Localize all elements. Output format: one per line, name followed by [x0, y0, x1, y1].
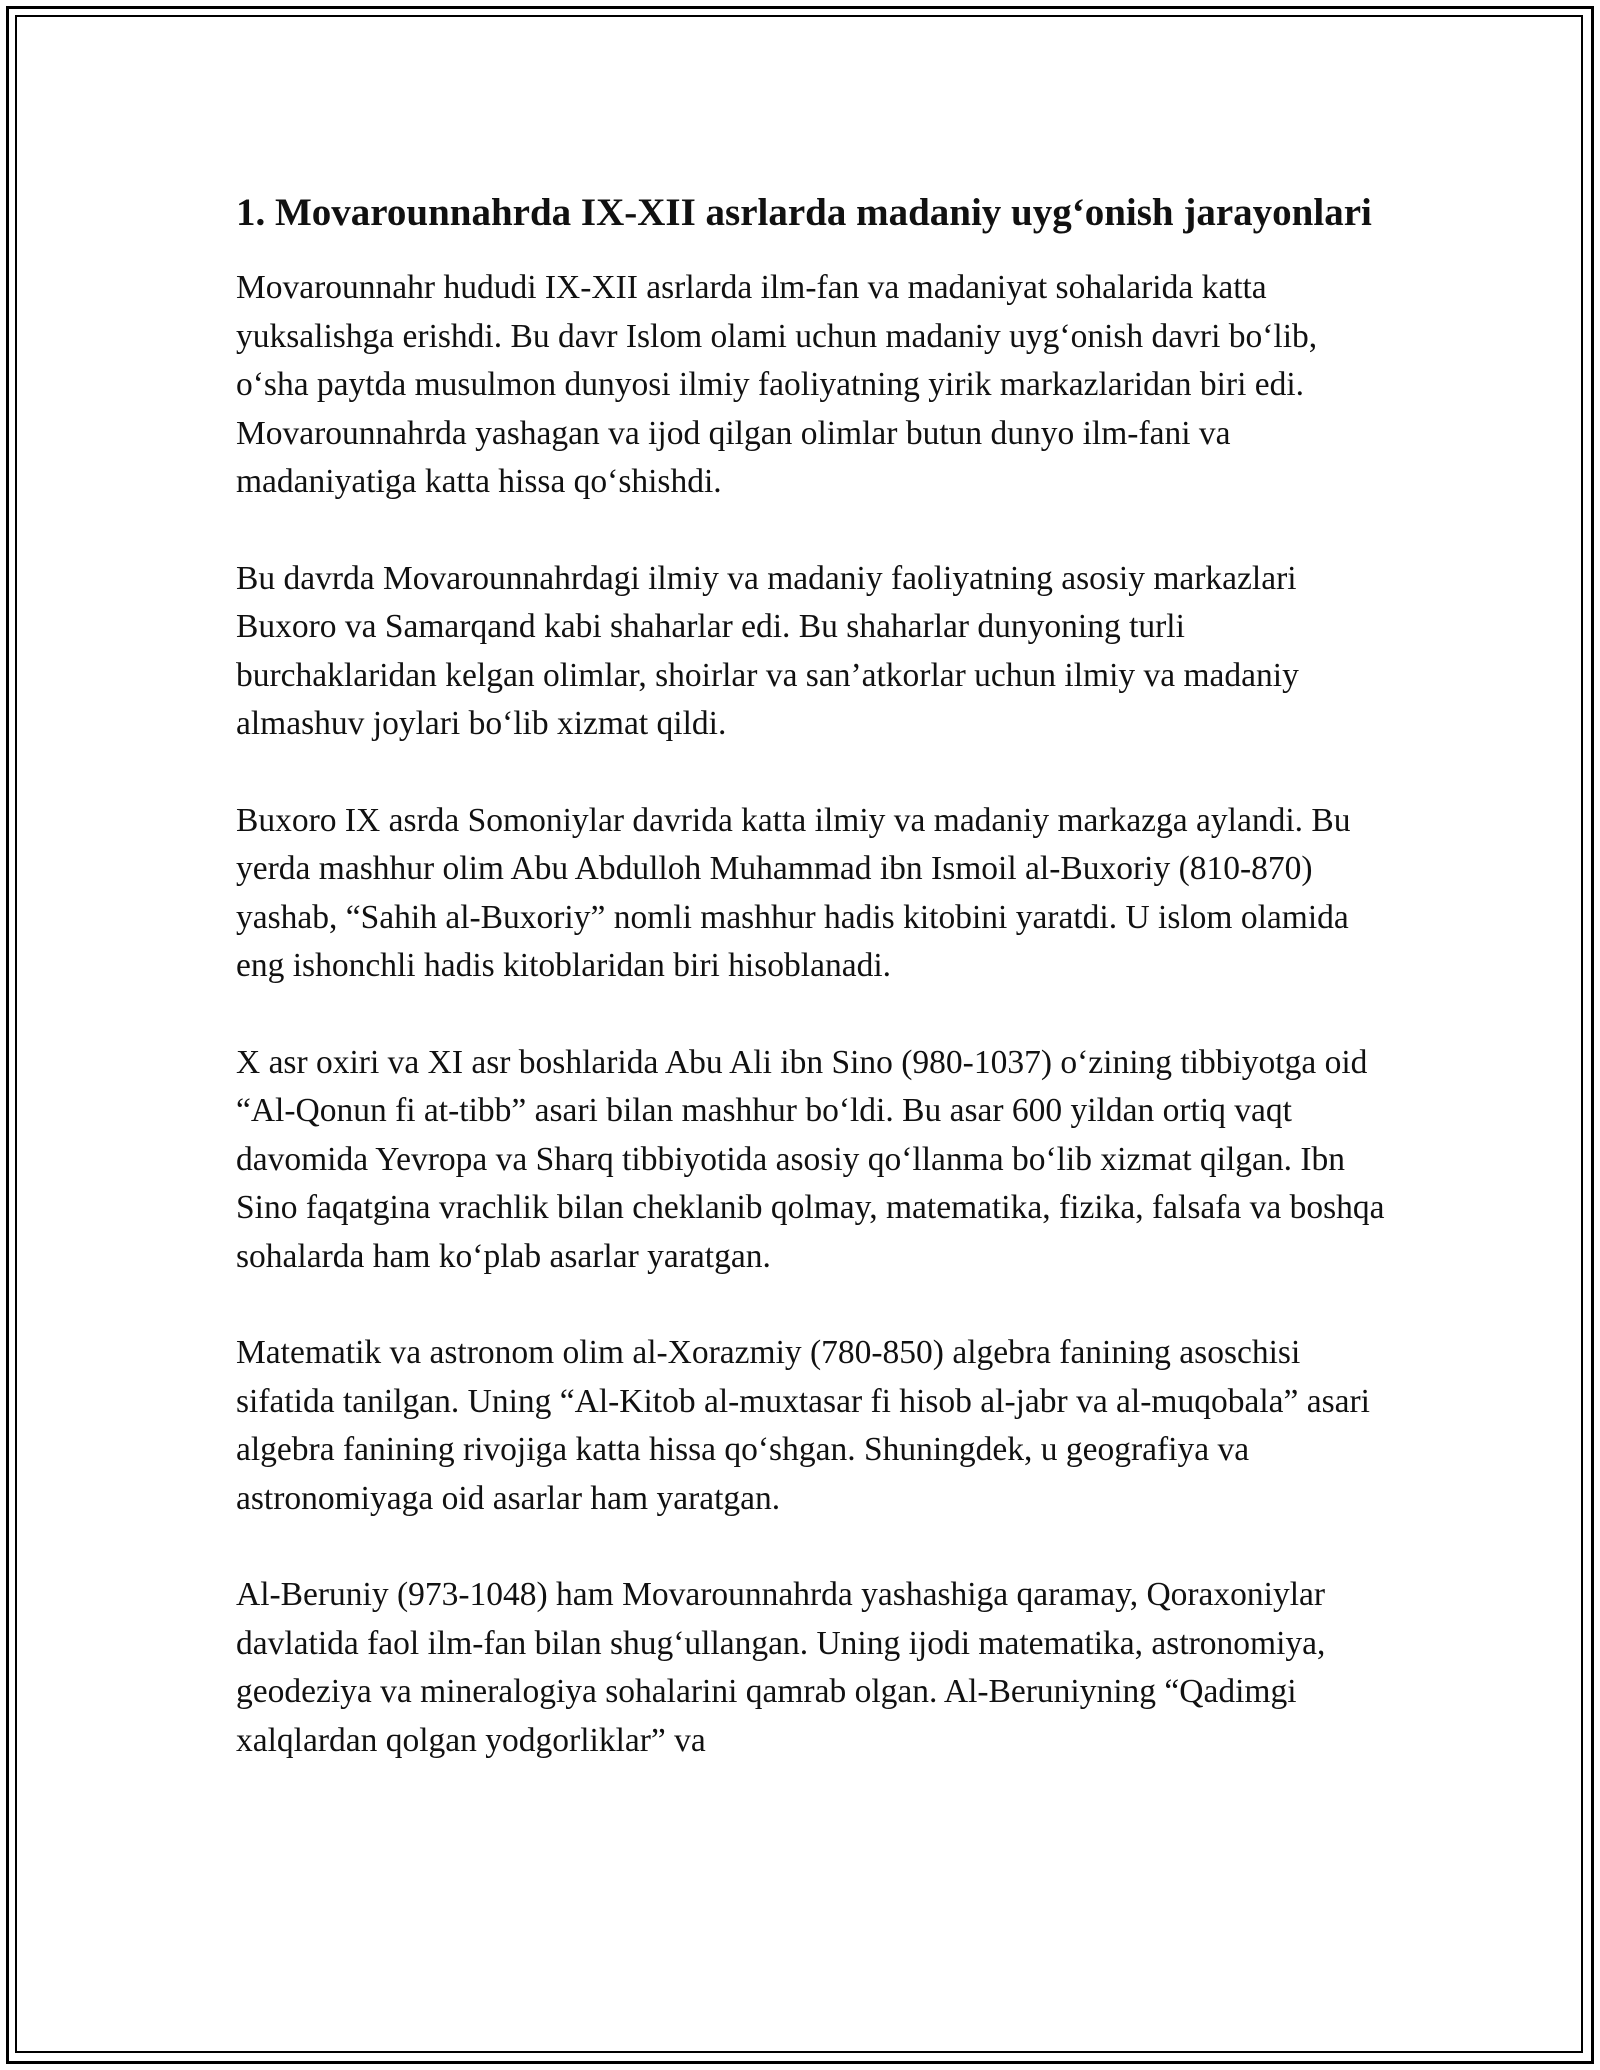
paragraph-bukhari: Buxoro IX asrda Somoniylar davrida katta ilmiy va madaniy markazga aylandi. Bu yerda mashhur olim Abu Abdulloh Muhammad ibn Ismoil al-Buxoriy (810-870) yashab, “Sahih al-Buxoriy” nomli mashhur hadis kitobini yaratdi. U islom olamida eng ishonchli hadis kitoblaridan biri hisoblanadi. — [236, 801, 1351, 984]
paragraph-beruni: Al-Beruniy (973-1048) ham Movarounnahrda yashashiga qaramay, Qoraxoniylar davlatida faol ilm-fan bilan shug‘ullangan. Uning ijodi matematika, astronomiya, geodeziya va mineralogiya sohalarini qamrab olgan. Al-Beruniyning “Qadimgi xalqlardan qolgan yodgorliklar” va — [236, 1576, 1326, 1759]
paragraph-intro: Movarounnahr hududi IX-XII asrlarda ilm-fan va madaniyat sohalarida katta yuksalishga erishdi. Bu davr Islom olami uchun madaniy uyg‘onish davri bo‘lib, o‘sha paytda musulmon dunyosi ilmiy faoliyatning yirik markazlaridan biri edi. Movarounnahrda yashagan va ijod qilgan olimlar butun dunyo ilm-fani va madaniyatiga katta hissa qo‘shishdi. — [236, 269, 1318, 500]
paragraph-khorazmi: Matematik va astronom olim al-Xorazmiy (780-850) algebra fanining asoschisi sifatida tanilgan. Uning “Al-Kitob al-muxtasar fi hisob al-jabr va al-muqobala” asari algebra fanining rivojiga katta hissa qo‘shgan. Shuningdek, u geografiya va astronomiyaga oid asarlar ham yaratgan. — [236, 1334, 1370, 1517]
paragraph-centers: Bu davrda Movarounnahrdagi ilmiy va madaniy faoliyatning asosiy markazlari Buxoro va Samarqand kabi shaharlar edi. Bu shaharlar dunyoning turli burchaklaridan kelgan olimlar, shoirlar va san’atkorlar uchun ilmiy va madaniy almashuv joylari bo‘lib xizmat qildi. — [236, 559, 1299, 742]
paragraph-ibn-sino: X asr oxiri va XI asr boshlarida Abu Ali ibn Sino (980-1037) o‘zining tibbiyotga oid “Al-Qonun fi at-tibb” asari bilan mashhur bo‘ldi. Bu asar 600 yildan ortiq vaqt davomida Yevropa va Sharq tibbiyotida asosiy qo‘llanma bo‘lib xizmat qilgan. Ibn Sino faqatgina vrachlik bilan cheklanib qolmay, matematika, fizika, falsafa va boshqa sohalarda ham ko‘plab asarlar yaratgan. — [236, 1043, 1385, 1275]
section-heading: 1. Movarounnahrda IX-XII asrlarda madaniy uyg‘onish jarayonlari — [236, 191, 1372, 234]
document-body — [236, 188, 1386, 1765]
